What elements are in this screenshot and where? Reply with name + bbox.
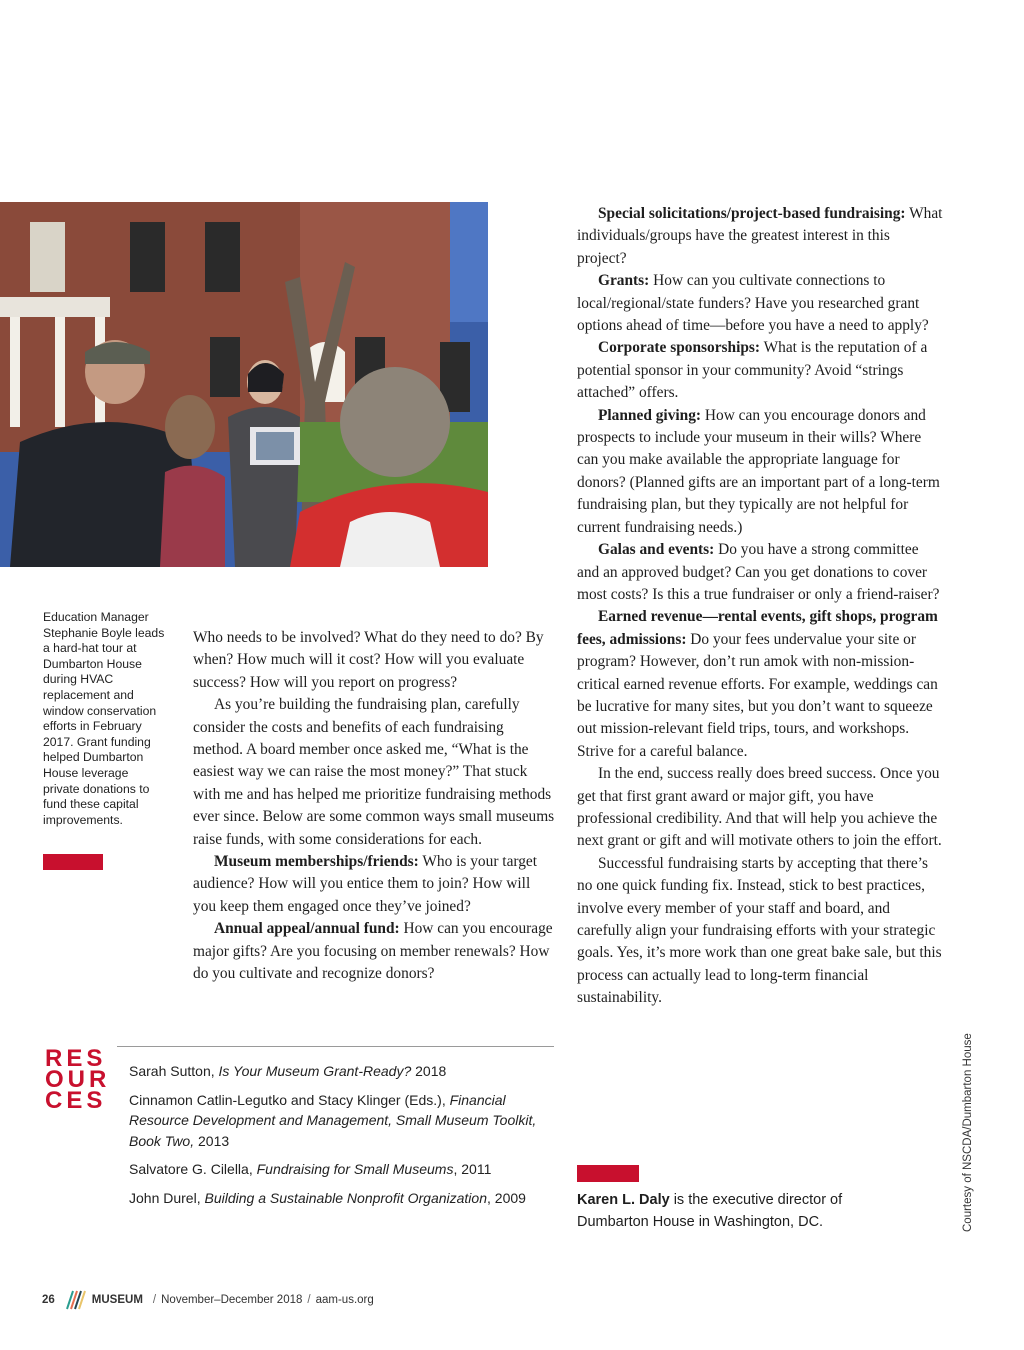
special-text: What individuals/groups have the greatest interest in this project? — [577, 205, 943, 267]
right-paragraph-corporate — [577, 337, 943, 404]
issue-date: November–December 2018 — [161, 1294, 303, 1306]
right-paragraph-special — [577, 203, 943, 270]
right-paragraph-galas — [577, 539, 943, 606]
earned-label: Earned revenue—rental events, gift shops, program fees, admissions: — [577, 608, 938, 648]
resource-year: 2018 — [411, 1063, 447, 1079]
right-paragraph-grants — [577, 270, 943, 337]
annual-appeal-label: Annual appeal/annual fund: — [214, 920, 400, 938]
middle-column — [193, 627, 555, 986]
photo-caption: Education Manager Stephanie Boyle leads a hard-hat tour at Dumbarton House during HVAC replacement and window conservation efforts in February 2017. Grant funding helped Dumbarton House leverage private donations to fund these capital improvements. — [43, 610, 165, 827]
resource-author: Cinnamon Catlin-Legutko and Stacy Klinger (Eds.), — [129, 1091, 450, 1108]
author-red-bar — [577, 1165, 639, 1182]
resources-list — [129, 1061, 539, 1216]
footer-separator: / — [307, 1294, 311, 1306]
resource-item — [129, 1188, 539, 1209]
resources-logo — [45, 1045, 117, 1114]
mid-paragraph-1: Who needs to be involved? What do they need to do? By when? How much will it cost? How will you evaluate success? How will you report on progress? — [193, 629, 544, 691]
planned-text: How can you encourage donors and prospects to include your museum in their wills? Where can you make available the appropriate language for donors? (Planned gifts are an important part of a long-term fundraising plan, but they typically are not helpful for current fundraising needs.) — [577, 406, 940, 536]
photo-credit: Courtesy of NSCDA/Dumbarton House — [962, 1033, 974, 1232]
resource-title: Fundraising for Small Museums — [256, 1161, 454, 1177]
resource-author: Salvatore G. Cilella, — [129, 1161, 257, 1177]
galas-text: Do you have a strong committee and an approved budget? Can you get donations to cover most costs? Is this a true fundraiser or only a friend-raiser? — [577, 541, 940, 603]
annual-appeal-text: How can you encourage major gifts? Are you focusing on member renewals? How do you cultivate and recognize donors? — [193, 920, 553, 983]
resource-year: , 2009 — [487, 1189, 526, 1206]
right-paragraph-earned — [577, 606, 943, 763]
mid-paragraph-memberships — [193, 851, 555, 918]
website-link[interactable]: aam-us.org — [315, 1294, 374, 1306]
mid-paragraph-annual-appeal — [193, 918, 555, 985]
planned-label: Planned giving: — [598, 406, 702, 424]
grants-label: Grants: — [598, 272, 650, 290]
tour-photo — [0, 202, 488, 567]
resource-title: Building a Sustainable Nonprofit Organization — [204, 1189, 487, 1206]
footer-separator: / — [152, 1294, 157, 1306]
memberships-label: Museum memberships/friends: — [214, 853, 419, 871]
resource-item — [129, 1061, 539, 1082]
caption-red-bar — [43, 854, 103, 870]
resource-year: 2013 — [194, 1132, 230, 1149]
resource-title: Financial Resource Development and Management, Small Museum Toolkit, Book Two, — [129, 1091, 537, 1149]
aam-logo-icon — [65, 1289, 87, 1311]
tour-photo-illustration — [0, 202, 488, 567]
right-column — [577, 203, 943, 1010]
author-bio-text: is the executive director of Dumbarton House in Washington, DC. — [577, 1192, 843, 1230]
resources-divider — [117, 1046, 554, 1047]
right-paragraph-end-2: Successful fundraising starts by accepting that there’s no one quick funding fix. Instead, stick to best practices, involve every member of your staff and board, and carefully align your fundraising efforts with your strategic goals. Yes, it’s more work than one great bake sale, but this process can actually lead to long-term financial sustainability. — [577, 854, 942, 1007]
resource-item — [129, 1159, 539, 1180]
special-label: Special solicitations/project-based fundraising: — [598, 205, 906, 222]
resource-item — [129, 1090, 539, 1152]
page-footer — [42, 1287, 374, 1313]
resource-title: Is Your Museum Grant-Ready? — [218, 1063, 412, 1079]
magazine-name: MUSEUM — [91, 1294, 143, 1306]
right-paragraph-end-1: In the end, success really does breed success. Once you get that first grant award or major gift, you have professional credibility. And that will help you achieve the next grant or gift and will motivate others to join the effort. — [577, 765, 942, 850]
resource-year: , 2011 — [453, 1161, 492, 1177]
corporate-label: Corporate sponsorships: — [598, 339, 761, 357]
resources-logo-line: RES — [45, 1045, 107, 1072]
memberships-text: Who is your target audience? How will you entice them to join? How will you keep them engaged once they’ve joined? — [193, 853, 538, 915]
earned-text: Do your fees undervalue your site or program? However, don’t run amok with non-mission-critical earned revenue efforts. For example, weddings can be lucrative for many sites, but you don’t want to squeeze out mission-relevant field trips, tours, and workshops. Strive for a careful balance. — [577, 630, 938, 760]
right-paragraph-planned — [577, 405, 943, 539]
author-name: Karen L. Daly — [577, 1192, 670, 1208]
corporate-text: What is the reputation of a potential sponsor in your community? Avoid “strings attached” offers. — [577, 339, 928, 402]
resource-author: Sarah Sutton, — [129, 1063, 219, 1079]
resources-logo-line: CES — [45, 1087, 107, 1114]
grants-text: How can you cultivate connections to local/regional/state funders? Have you researched grant options ahead of time—before you have a need to apply? — [577, 272, 929, 335]
mid-paragraph-2: As you’re building the fundraising plan, carefully consider the costs and benefits of each fundraising method. A board member once asked me, “What is the easiest way we can raise the most money?” That stuck with me and has helped me prioritize fundraising methods ever since. Below are some common ways small museums raise funds, with some considerations for each. — [193, 696, 555, 848]
resource-author: John Durel, — [129, 1189, 205, 1206]
resources-logo-line: OUR — [45, 1066, 111, 1093]
author-bio — [577, 1189, 907, 1233]
page-number: 26 — [42, 1294, 55, 1306]
galas-label: Galas and events: — [598, 541, 715, 559]
